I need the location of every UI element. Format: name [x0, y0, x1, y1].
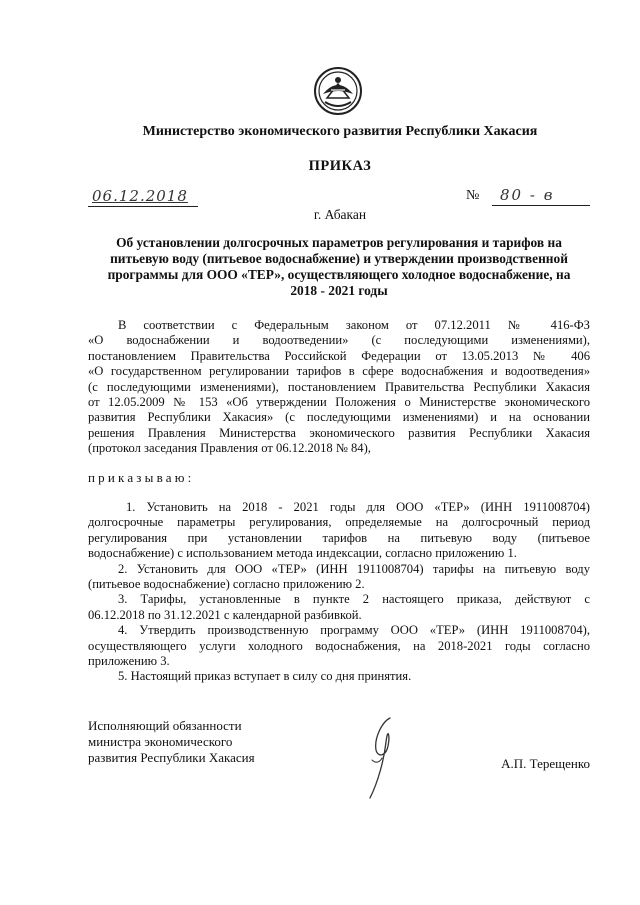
item-line: 2. Установить для ООО «ТЕР» (ИНН 1911008704) тарифы на питьевую воду	[118, 561, 590, 576]
item-line: водоснабжение) с использованием метода индексации, согласно приложению 1.	[88, 546, 517, 561]
order-number-handwritten: 80 - в	[500, 186, 555, 204]
number-sign: №	[466, 188, 480, 203]
order-subject	[92, 235, 586, 299]
subject-line: питьевую воду (питьевое водоснабжение) и утверждении производственной	[110, 251, 568, 266]
order-number-field	[466, 180, 590, 206]
subject-line: программы для ООО «ТЕР», осуществляющего холодное водоснабжение, на	[107, 267, 571, 282]
signatory-name: А.П. Терещенко	[501, 756, 590, 771]
subject-line: Об установлении долгосрочных параметров регулирования и тарифов на	[116, 235, 562, 250]
item-line: осуществляющего услуги холодного водоснабжения, на 2018-2021 годы согласно	[88, 638, 590, 653]
item-line: приложению 3.	[88, 653, 170, 668]
item-line: регулирования при установлении тарифов на питьевую воду (питьевое	[88, 530, 590, 545]
item-line: 06.12.2018 по 31.12.2021 с календарной разбивкой.	[88, 607, 362, 622]
preamble-line: В соответствии с Федеральным законом от 07.12.2011 № 416-ФЗ	[118, 318, 590, 332]
preamble-paragraph	[88, 318, 590, 457]
signatory-position	[88, 718, 255, 766]
order-items	[88, 500, 590, 685]
preamble-line: (с последующими изменениями), постановлением Правительства Республики Хакасия	[88, 379, 590, 394]
city: г. Абакан	[313, 207, 367, 222]
preamble-line: решения Правления Министерства экономического развития Республики Хакасия	[88, 425, 590, 440]
decree-word: приказываю:	[88, 470, 195, 485]
subject-line: 2018 - 2021 годы	[290, 283, 388, 298]
handwritten-signature-icon	[352, 712, 402, 802]
ministry-name: Министерство экономического развития Республики Хакасия	[142, 124, 538, 139]
item-line: 5. Настоящий приказ вступает в силу со дня принятия.	[118, 669, 412, 684]
item-line: 3. Тарифы, установленные в пункте 2 настоящего приказа, действуют с	[118, 592, 590, 607]
coat-of-arms-icon	[313, 66, 363, 116]
preamble-line: «О государственном регулировании тарифов в сфере водоснабжения и водоотведения»	[88, 364, 590, 379]
preamble-line: постановлением Правительства Российской Федерации от 13.05.2013 № 406	[88, 348, 590, 363]
item-line: 4. Утвердить производственную программу ООО «ТЕР» (ИНН 1911008704),	[118, 623, 590, 638]
item-line: (питьевое водоснабжение) согласно приложению 2.	[88, 576, 365, 591]
preamble-line: развития Республики Хакасия» (с последующими изменениями) и на основании	[88, 410, 590, 425]
position-line: министра экономического	[88, 734, 233, 749]
order-title: ПРИКАЗ	[308, 158, 372, 174]
preamble-line: (протокол заседания Правления от 06.12.2018 № 84),	[88, 441, 371, 456]
order-date-handwritten: 06.12.2018	[92, 187, 188, 205]
position-line: развития Республики Хакасия	[88, 750, 255, 765]
order-date-field	[88, 180, 198, 207]
item-line: 1. Установить на 2018 - 2021 годы для ООО «ТЕР» (ИНН 1911008704)	[126, 500, 590, 514]
item-line: долгосрочные параметры регулирования, определяемые на долгосрочный период	[88, 515, 590, 530]
preamble-line: от 12.05.2009 № 153 «Об утверждении Положения о Министерстве экономического	[88, 394, 590, 409]
position-line: Исполняющий обязанности	[88, 718, 242, 733]
preamble-line: «О водоснабжении и водоотведении» (с последующими изменениями),	[88, 333, 590, 348]
